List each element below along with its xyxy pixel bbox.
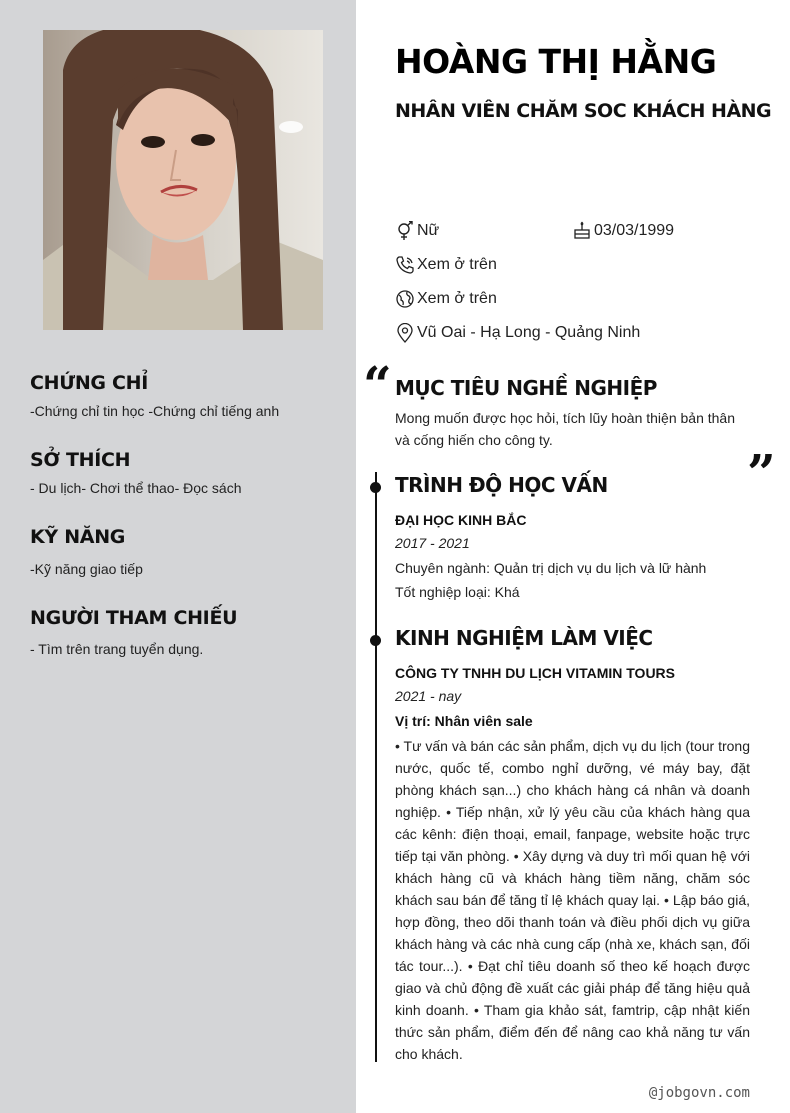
globe-icon [395, 289, 415, 309]
experience-period: 2021 - nay [395, 688, 462, 704]
experience-title: KINH NGHIỆM LÀM VIỆC [395, 626, 653, 650]
job-title: NHÂN VIÊN CHĂM SOC KHÁCH HÀNG [395, 100, 772, 122]
references-text: - Tìm trên trang tuyển dụng. [30, 641, 204, 657]
birthday-value: 03/03/1999 [594, 222, 675, 239]
skills-text: -Kỹ năng giao tiếp [30, 561, 143, 577]
experience-description: • Tư vấn và bán các sản phẩm, dịch vụ du lịch (tour trong nước, quốc tế, combo nghỉ dưỡng, vé máy bay, đặt phòng khách sạn...) cho khách hàng cá nhân và doanh nghiệp. • Tiếp nhận, xử lý yêu cầu của khách hàng qua các kênh: điện thoại, email, fanpage, website hoặc trực tiếp tại văn phòng. • Xây dựng và duy trì mối quan hệ với khách hàng cũ và khách hàng tiềm năng, chăm sóc khách sau bán để tăng tỉ lệ khách quay lại. • Lập báo giá, hợp đồng, theo dõi thanh toán và điều phối dịch vụ giữa khách hàng và các nhà cung cấp (nhà xe, khách sạn, đối tác tour...). • Đạt chỉ tiêu doanh số theo kế hoạch được giao và chủ động đề xuất các giải pháp để tăng hiệu quả kinh doanh. • Tham gia khảo sát, famtrip, cập nhật kiến thức sản phẩm, điểm đến để nâng cao khả năng tư vấn cho khách. [395, 738, 750, 1062]
location-icon [395, 323, 415, 343]
objective-text: Mong muốn được học hỏi, tích lũy hoàn thiện bản thân và cống hiến cho công ty. [395, 410, 735, 448]
profile-photo [43, 30, 323, 330]
timeline-dot [370, 635, 381, 646]
phone-icon [395, 255, 415, 275]
timeline-dot [370, 482, 381, 493]
hobbies-text: - Du lịch- Chơi thể thao- Đọc sách [30, 480, 242, 496]
school-name: ĐẠI HỌC KINH BẮC [395, 512, 527, 528]
certificates-section [30, 372, 340, 419]
skills-title: KỸ NĂNG [30, 526, 126, 548]
hobbies-section [30, 449, 340, 496]
candidate-name: HOÀNG THỊ HẰNG [395, 42, 717, 81]
phone-value: Xem ở trên [417, 256, 497, 273]
company-name: CÔNG TY TNHH DU LỊCH VITAMIN TOURS [395, 665, 675, 681]
quote-close-icon: ” [747, 443, 776, 502]
gender-info [395, 221, 439, 241]
timeline-line [375, 472, 377, 1062]
references-section [30, 607, 340, 657]
cake-icon [572, 221, 592, 241]
objective-title: MỤC TIÊU NGHỀ NGHIỆP [395, 376, 657, 400]
quote-open-icon: “ [363, 355, 392, 414]
address-info [395, 323, 640, 343]
education-period: 2017 - 2021 [395, 535, 470, 551]
phone-info [395, 255, 497, 275]
experience-position: Vị trí: Nhân viên sale [395, 713, 533, 729]
hobbies-title: SỞ THÍCH [30, 449, 131, 471]
gender-icon [395, 221, 415, 241]
skills-section [30, 526, 340, 577]
watermark: @jobgovn.com [648, 1085, 750, 1101]
references-title: NGƯỜI THAM CHIẾU [30, 607, 238, 629]
sidebar [0, 0, 356, 1113]
education-major: Chuyên ngành: Quản trị dịch vụ du lịch và lữ hành [395, 560, 707, 576]
certificates-text: -Chứng chỉ tin học -Chứng chỉ tiếng anh [30, 403, 280, 419]
birthday-info [572, 221, 674, 241]
education-grade: Tốt nghiệp loại: Khá [395, 584, 520, 600]
gender-value: Nữ [417, 222, 440, 239]
address-value: Vũ Oai - Hạ Long - Quảng Ninh [417, 324, 641, 341]
certificates-title: CHỨNG CHỈ [30, 372, 149, 394]
education-title: TRÌNH ĐỘ HỌC VẤN [395, 473, 608, 497]
website-info [395, 289, 497, 309]
website-value: Xem ở trên [417, 290, 497, 307]
